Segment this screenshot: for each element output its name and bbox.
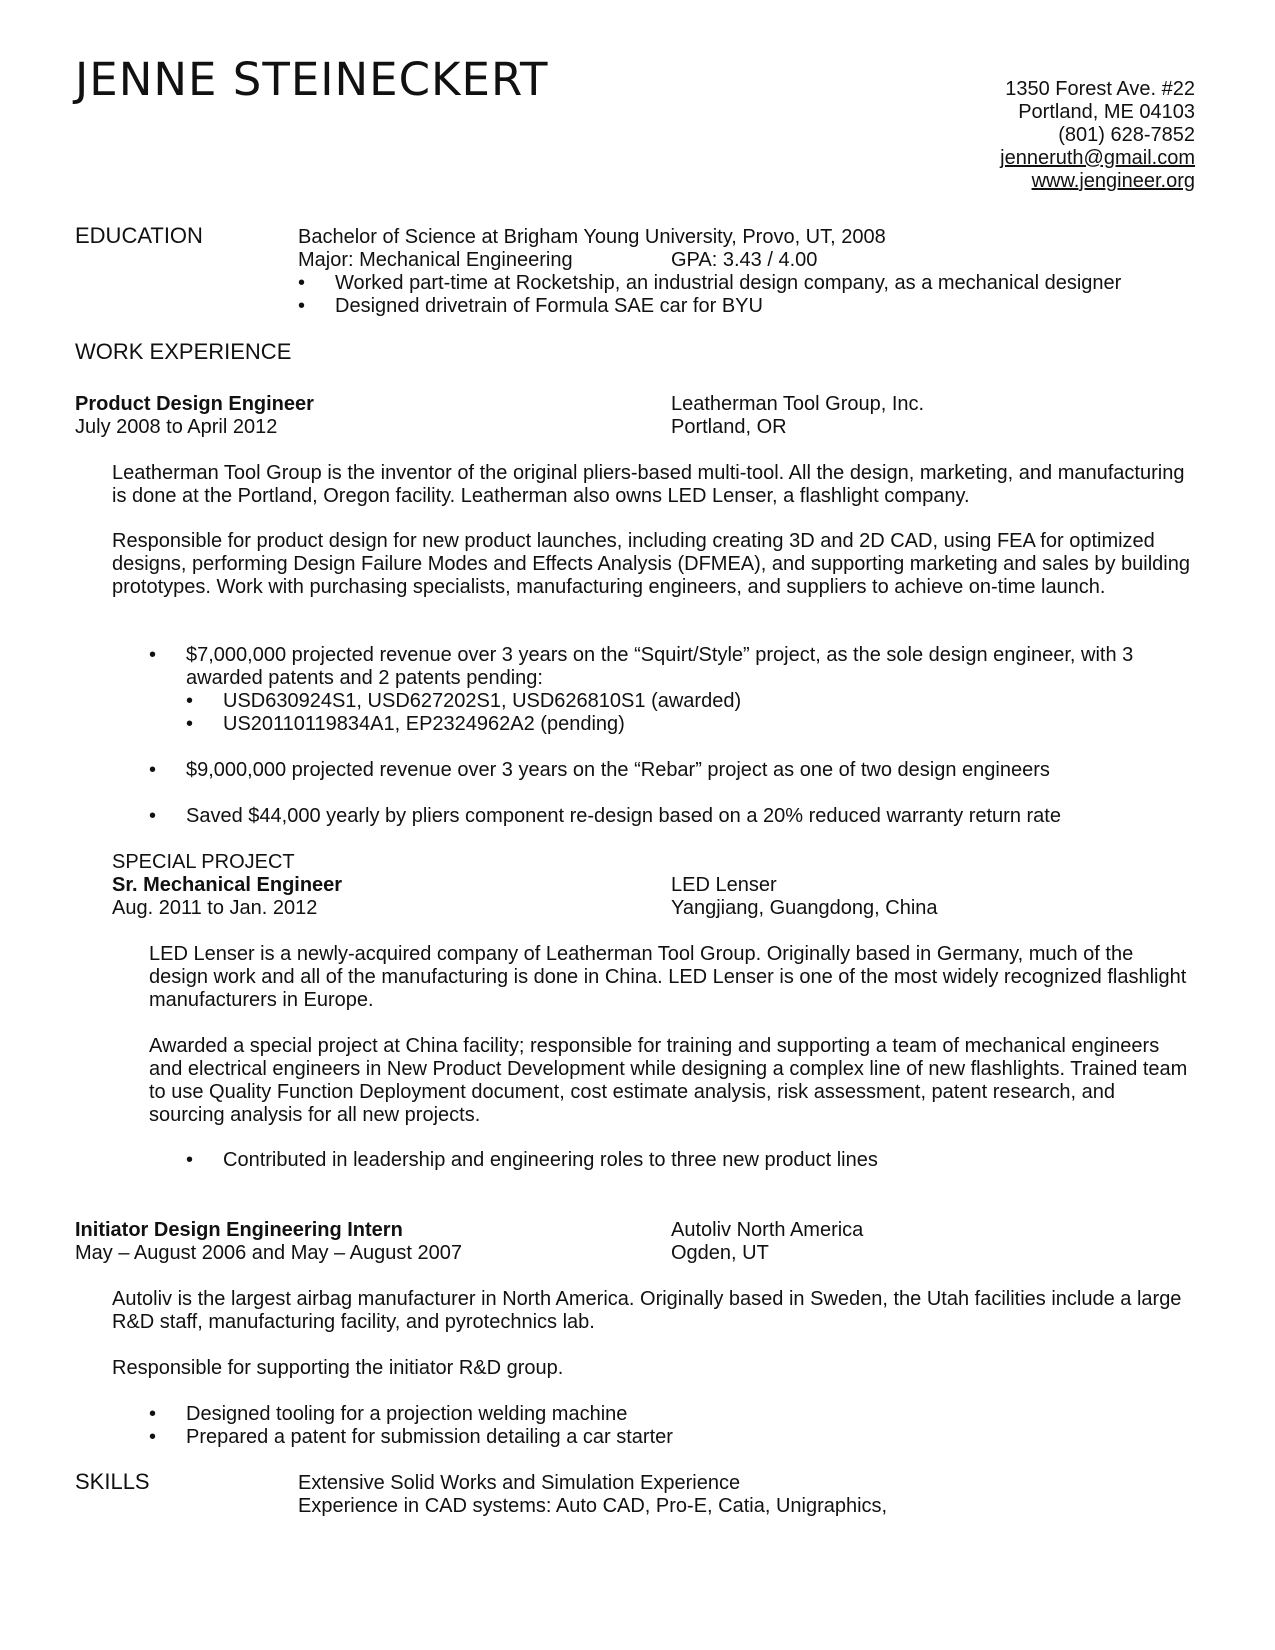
job-dates: May – August 2006 and May – August 2007 [75, 1242, 462, 1264]
job-location: Ogden, UT [671, 1242, 769, 1264]
list-item: • Designed tooling for a projection welding machine [149, 1403, 673, 1426]
patent-list [186, 690, 741, 736]
skills-line: Extensive Solid Works and Simulation Experience [298, 1472, 741, 1494]
job-achievements [149, 644, 1189, 690]
job-dates: July 2008 to April 2012 [75, 416, 278, 438]
list-item: • Prepared a patent for submission detailing a car starter [149, 1426, 673, 1449]
job-title: Initiator Design Engineering Intern [75, 1219, 403, 1241]
job-achievements [149, 759, 1050, 782]
list-item: • $7,000,000 projected revenue over 3 years on the “Squirt/Style” project, as the sole design engineer, with 3 awarded patents and 2 patents pending: [149, 644, 1189, 690]
job-responsibilities: Responsible for supporting the initiator R&D group. [112, 1357, 564, 1379]
job-description: Autoliv is the largest airbag manufacturer in North America. Originally based in Sweden, the Utah facilities include a large R&D staff, manufacturing facility, and pyrotechnics lab. [112, 1288, 1182, 1333]
job-dates: Aug. 2011 to Jan. 2012 [112, 897, 318, 919]
job-description: LED Lenser is a newly-acquired company of Leatherman Tool Group. Originally based in Germany, much of the design work and all of the manufacturing is done in China. LED Lenser is one of the most widely recognized flashlight manufacturers in Europe. [149, 943, 1187, 1011]
list-item: • Designed drivetrain of Formula SAE car for BYU [298, 295, 1121, 318]
list-item: • $9,000,000 projected revenue over 3 years on the “Rebar” project as one of two design engineers [149, 759, 1050, 782]
list-item: • Contributed in leadership and engineering roles to three new product lines [186, 1149, 878, 1172]
phone-number: (801) 628-7852 [1058, 124, 1195, 146]
skills-heading: SKILLS [75, 1469, 150, 1494]
education-heading: EDUCATION [75, 223, 203, 248]
job-responsibilities: Responsible for product design for new product launches, including creating 3D and 2D CAD, using FEA for optimized designs, performing Design Failure Modes and Effects Analysis (DFMEA), and supporting marketing and sales by building prototypes. Work with purchasing specialists, manufacturing engineers, and suppliers to achieve on-time launch. [112, 530, 1190, 598]
job-location: Yangjiang, Guangdong, China [671, 897, 938, 919]
address-line-1: 1350 Forest Ave. #22 [1005, 78, 1195, 100]
education-major: Major: Mechanical Engineering [298, 249, 573, 271]
job-title: Sr. Mechanical Engineer [112, 874, 343, 896]
list-item: • Saved $44,000 yearly by pliers component re-design based on a 20% reduced warranty return rate [149, 805, 1061, 828]
website-link[interactable]: www.jengineer.org [1031, 170, 1195, 192]
job-company: LED Lenser [671, 874, 777, 896]
list-item: • USD630924S1, USD627202S1, USD626810S1 (awarded) [186, 690, 741, 713]
job-company: Leatherman Tool Group, Inc. [671, 393, 925, 415]
contact-block [1000, 78, 1195, 193]
skills-line: Experience in CAD systems: Auto CAD, Pro-E, Catia, Unigraphics, [298, 1495, 888, 1517]
job-achievements [149, 1403, 673, 1449]
job-achievements [149, 805, 1061, 828]
job-description: Leatherman Tool Group is the inventor of the original pliers-based multi-tool. All the design, marketing, and manufacturing is done at the Portland, Oregon facility. Leatherman also owns LED Lenser, a flashlight company. [112, 462, 1185, 507]
email-link[interactable]: jenneruth@gmail.com [1000, 147, 1195, 169]
job-title: Product Design Engineer [75, 393, 314, 415]
job-responsibilities: Awarded a special project at China facility; responsible for training and supporting a team of mechanical engineers and electrical engineers in New Product Development while designing a complex line of new flashlights. Trained team to use Quality Function Deployment document, cost estimate analysis, risk assessment, patent research, and sourcing analysis for all new projects. [149, 1035, 1188, 1126]
candidate-name: JENNE STEINECKERT [75, 53, 549, 106]
work-heading: WORK EXPERIENCE [75, 339, 292, 364]
education-bullets [298, 272, 1121, 318]
address-line-2: Portland, ME 04103 [1018, 101, 1195, 123]
list-item: • Worked part-time at Rocketship, an industrial design company, as a mechanical designer [298, 272, 1121, 295]
job-company: Autoliv North America [671, 1219, 864, 1241]
list-item: • US20110119834A1, EP2324962A2 (pending) [186, 713, 741, 736]
education-gpa: GPA: 3.43 / 4.00 [671, 249, 818, 271]
job-achievements [186, 1149, 878, 1172]
special-project-label: SPECIAL PROJECT [112, 851, 295, 873]
job-location: Portland, OR [671, 416, 787, 438]
education-degree: Bachelor of Science at Brigham Young University, Provo, UT, 2008 [298, 226, 886, 248]
